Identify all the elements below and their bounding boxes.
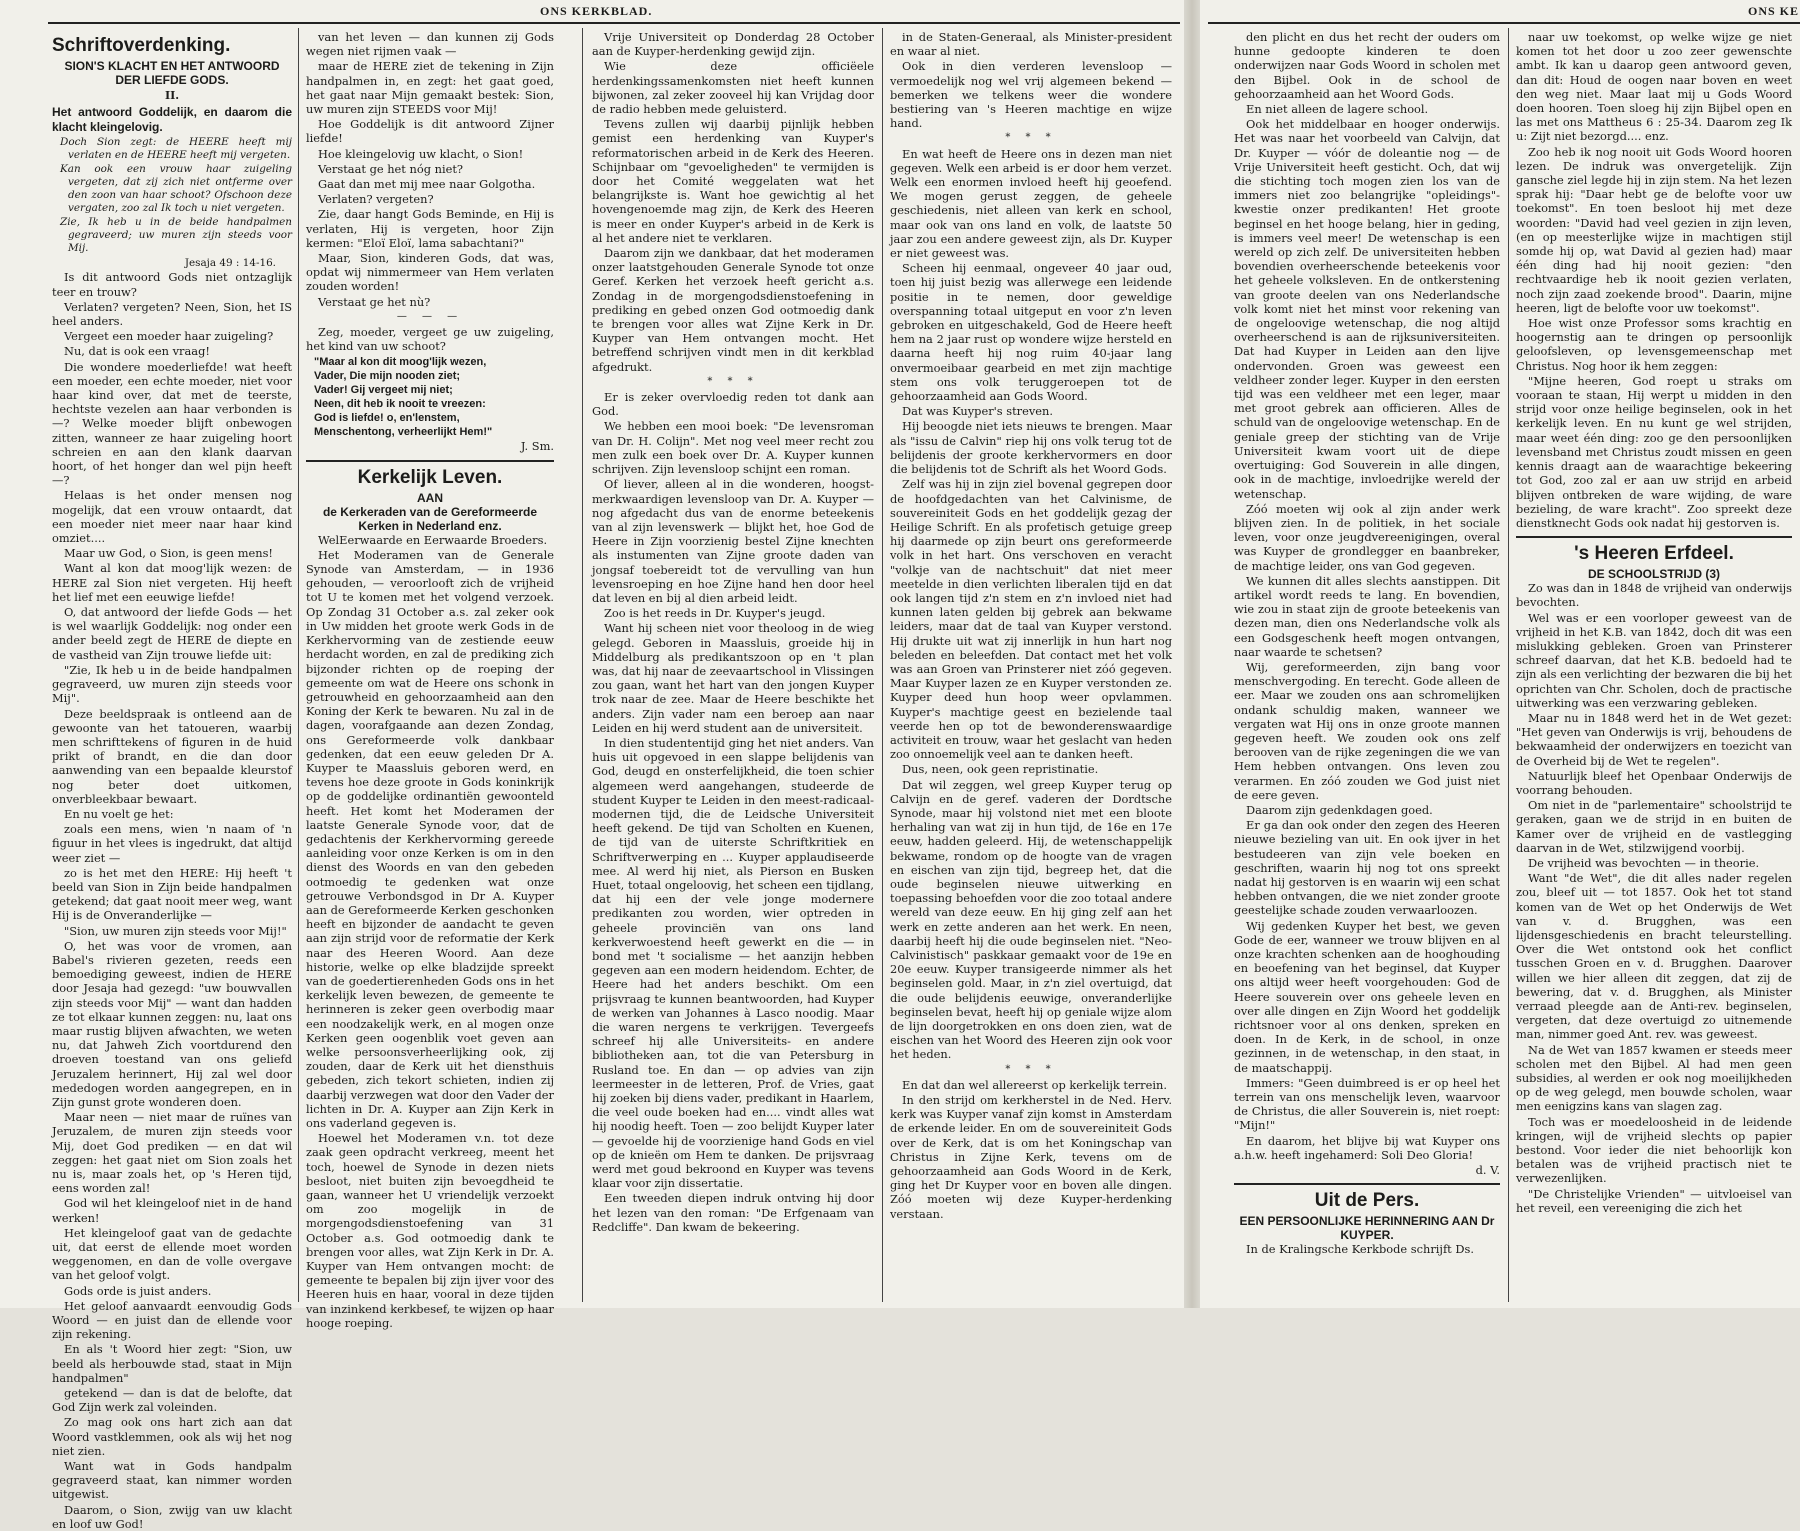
paragraph: Gods orde is juist anders. bbox=[64, 1283, 212, 1298]
paragraph: Natuurlijk bleef het Openbaar Onderwijs de voorrang behouden. bbox=[1516, 768, 1792, 797]
paragraph: Hoe Goddelijk is dit antwoord Zijner liefde! bbox=[306, 117, 554, 146]
paragraph: Wij, gereformeerden, zijn bang voor menschvergoding. En terecht. Gode alleen de eer. Maar we zouden ons aan schromelijken ondank schuldig maken, wanneer we vergaten wat Hij ons in onze groote mannen gegeven heeft. We zouden ook ons zelf berooven van de rijke zegeningen die we van Hem hebben ontvangen. Ons leven zou verarmen. En zóó zouden we God juist niet de eere geven. bbox=[1234, 659, 1500, 802]
quote-source: Jesaja 49 : 14-16. bbox=[184, 257, 276, 270]
press-title: Uit de Pers. bbox=[1314, 1190, 1420, 1212]
paragraph: Zie, daar hangt Gods Beminde, en Hij is verlaten, Hij is vergeten, hoor Zijn kermen: "Eloï Eloï, lama sabachtani?" bbox=[306, 207, 554, 250]
author-signature: d. V. bbox=[1475, 1163, 1500, 1178]
paragraph: Zoo heb ik nog nooit uit Gods Woord hooren lezen. De indruk was onvergetelijk. Zijn gansche ziel legde hij in zijn stem. Na het lezen sprak hij: "Daar hebt ge de belofte voor uw toekomst". En toen besloot hij met deze woorden: "David had veel gezien in zijn leven, (en op meesterlijke wijze in machtigen stijl somde hij op, wat David al gezien had) maar één ding had hij nooit gezien: "den rechtvaardige heb ik nooit gezien verlaten, noch zijn zaad zoekende brood". Daarin, mijne heeren, ligt de belofte voor uw toekomst". bbox=[1516, 144, 1792, 315]
article-body bbox=[890, 30, 1172, 1221]
paragraph: WelEerwaarde en Eerwaarde Broeders. bbox=[318, 532, 548, 547]
paragraph: Maar uw God, o Sion, is geen mens! bbox=[64, 546, 274, 561]
paragraph: Ook in dien verderen levensloop — vermoedelijk nog wel vrij algemeen bekend — bemerken we telkens weer die wondere bestiering van 's Heeren machtige en wijze hand. bbox=[890, 59, 1172, 131]
article-continuation bbox=[306, 30, 554, 353]
quote-line: Zie, Ik heb u in de beide handpalmen gegraveerd; uw muren zijn steeds voor Mij. bbox=[60, 216, 292, 255]
paragraph: Na de Wet van 1857 kwamen er steeds meer scholen met den Bijbel. Al had men geen subsidies, al werden er ook nog moeilijkheden op de weg gelegd, men bouwde scholen, waar men eenigzins kans van slagen zag. bbox=[1516, 1042, 1792, 1114]
paragraph: Daarom, o Sion, zwijg van uw klacht en loof uw God! bbox=[52, 1502, 292, 1531]
paragraph: "Sion, uw muren zijn steeds voor Mij!" bbox=[64, 923, 287, 938]
paragraph: naar uw toekomst, op welke wijze ge niet komen tot het door u zoo zeer gewenschte ambt. Ik kan u daarop geen antwoord geven, dan dit: Houd de oogen naar boven en weet den weg niet. Maar laat mij u Gods Woord doen hooren. Toen sloeg hij zijn Bijbel open en las met ons Mattheus 6 : 25-34. Daarom zeg Ik u: Zijt niet bezorgd.... enz. bbox=[1516, 30, 1792, 144]
paragraph: Hoe kleingelovig uw klacht, o Sion! bbox=[318, 146, 524, 161]
paragraph: — — — bbox=[396, 310, 464, 322]
paragraph: * * * bbox=[707, 375, 759, 387]
paragraph: Het Moderamen van de Generale Synode van Amsterdam, — in 1936 gehouden, — veroorlooft zich de vrijheid tot U te komen met het volgend verzoek. Op Zondag 31 October a.s. zal zeker ook in Uw midden het groote werk Gods in de Kerkhervorming van de zestiende eeuw herdacht worden, en zal de prediking zich bijzonder richten op de roeping der gemeente om wat de Heere ons schonk in getrouwheid en gehoorzaamheid aan den Koning der Kerk te bewaren. Nu zal in de dagen, voorafgaande aan dezen Zondag, ons Gereformeerde volk dankbaar gedenken, dat een eeuw geleden Dr A. Kuyper te Maassluis geboren werd, en tevens hoe deze groote in Gods koninkrijk op de goddelijke ordinantiën gewoonteld heeft. Het komt het Moderamen der laatste Generale Synode voor, dat de gedachtenis der Kerkhervorming gereede aanleiding voor onze Kerken is om in den dienst des Woords en van den gebeden ootmoedig te gedenken wat onze getrouwe Verbondsgod in Dr A. Kuyper aan de Gereformeerde Kerken geschonken heeft en bijzonder de aandacht te geven aan zijn strijd voor de reformatie der Kerk naar des Heeren Woord. Aan deze historie, welke op elke bladzijde spreekt van de goedertierenheden Gods ons in het kerkelijk leven bewezen, de gemeente te herinneren is zeker geen overbodig maar een noodzakelijk werk, en al mogen onze Kerken geen oogenblik voet geven aan welke persoonsverheerlijking ook, zij zouden, daar de Kerk uit het diensthuis gebeden, zich tekort schieten, indien zij daarbij verzwegen wat door den Vader der lichten in Dr. A. Kuyper aan Zijn Kerk in ons vaderland gegeven is. bbox=[306, 547, 554, 1130]
paragraph: Er ga dan ook onder den zegen des Heeren nieuwe bezieling van uit. En ook ijver in het bestudeeren van zijn vele boeken en geschriften, waarin hij nog tot ons spreekt nadat hij gestorven is en waarin wij een schat hebben ontvangen, die we niet zonder groote geestelijke schade zouden verwaarloozen. bbox=[1234, 818, 1500, 918]
paragraph: Dat was Kuyper's streven. bbox=[902, 404, 1053, 419]
paragraph: Is dit antwoord Gods niet ontzaglijk teer en trouw? bbox=[52, 270, 292, 299]
masthead-left: ONS KERKBLAD. bbox=[540, 4, 653, 18]
paragraph: in de Staten-Generaal, als Minister-president en waar al niet. bbox=[890, 30, 1172, 59]
paragraph: En nu voelt ge het: bbox=[64, 806, 174, 821]
letter-body bbox=[306, 533, 554, 1330]
paragraph: Want hij scheen niet voor theoloog in de wieg gelegd. Geboren in Maassluis, groeide hij in Middelburg als predikantszoon op en 't plan was, dat hij naar de zeevaartschool in Vlissingen zou gaan, want het hart van den jongen Kuyper trok naar de zee. Maar de Heere beschikte het anders. Zijn vader nam een beroep aan naar Leiden en hij werd student aan de universiteit. bbox=[592, 621, 874, 735]
paragraph: Gaat dan met mij mee naar Golgotha. bbox=[318, 177, 536, 192]
paragraph: Wij gedenken Kuyper het best, we geven Gode de eer, wanneer we trouw blijven en al onze krachten schenken aan de hooghouding en beoefening van het beginsel, dat Kuyper ons altijd weer heeft voorgehouden: God de Heere souverein over ons geheele leven en over alle dingen en Zijn Woord het goddelijk richtsnoer voor al ons denken, spreken en doen. In de Kerk, in de school, in onze gezinnen, in de wetenschap, in den staat, in de maatschappij. bbox=[1234, 918, 1500, 1075]
paragraph: We kunnen dit alles slechts aanstippen. Dit artikel wordt reeds te lang. En bovendien, wie zou in staat zijn de groote beteekenis van dezen man, dien ons Nederlandsche volk als een Godsgeschenk heeft mogen ontvangen, naar waarde te schetsen? bbox=[1234, 573, 1500, 659]
poem-line: Menschentong, verheerlijkt Hem!" bbox=[314, 426, 493, 439]
paragraph: Verstaat ge het nóg niet? bbox=[318, 161, 464, 176]
paragraph: Ook het middelbaar en hooger onderwijs. Het was naar het voorbeeld van Calvijn, dat Dr. Kuyper — vóór de doleantie nog — de Vrije Universiteit heeft gesticht. Och, dat wij die stichting toch mogen zien los van de immers niet zoo belangrijke "opleidings"-kwestie onzer predikanten! Het groote beginsel en het hooge belang, hier in geding, is immers veel meer! De wetenschap is een wereld op zich zelf. De universiteiten hebben bovendien overheerschende beteekenis voor het geheele volksleven. En de ontkerstening van groote deelen van ons Nederlandsche volk komt niet het minst voor rekening van de ongeloovige wetenschap, die nog altijd overheerschend is aan de rijksuniversiteiten. Dat had Kuyper in Leiden aan den lijve ondervonden. Groen was geweest een veldheer zonder leger. Kuyper in den eersten tijd was een veldheer met een leger, maar met groot gebrek aan officieren. Alles de schuld van de ongeloovige wetenschap. En de geniale greep der stichting van de Vrije Universiteit kwam voort uit de diepe overtuiging: God Souverein in alle dingen, ook in de machtige, invloedrijke wereld der wetenschap. bbox=[1234, 117, 1500, 501]
poem-stanza bbox=[314, 355, 554, 439]
article-subtitle: SION'S KLACHT EN HET ANTWOORD DER LIEFDE GODS. bbox=[64, 59, 280, 87]
article-body bbox=[592, 30, 874, 1234]
page-gutter bbox=[1184, 0, 1200, 1308]
article-body bbox=[1234, 30, 1500, 1162]
column-divider bbox=[582, 28, 583, 1302]
paragraph: Een tweeden diepen indruk ontving hij door het lezen van den roman: "De Erfgenaam van Redcliffe". Dan kwam de bekeering. bbox=[592, 1191, 874, 1234]
section-addressee: de Kerkeraden van de Gereformeerde Kerken in Nederland enz. bbox=[322, 504, 538, 533]
paragraph: Maar neen — niet maar de ruïnes van Jeruzalem, de muren zijn steeds voor Mij, doet God prediken — en dat wil zeggen: het gaat niet om Sion zoals het nu is, maar zoals het, op 's Heren tijd, eens worden zal! bbox=[52, 1110, 292, 1196]
top-rule-left bbox=[48, 22, 1180, 24]
paragraph: Of liever, alleen al in die wonderen, hoogst-merkwaardigen levensloop van Dr. A. Kuyper — nog afgedacht dus van de enorme beteekenis van al zijn levenswerk — blijkt het, hoe God de Heere in Zijn voorzienig bestel Zijne knechten als instumenten van Zijne groote daden van jongsaf toebereidt tot de vervulling van hun levensroeping en hoe Zijne hand hen door heel dat leven en bij al dien arbeid leidt. bbox=[592, 477, 874, 605]
section-rule bbox=[1516, 536, 1792, 538]
author-signature: J. Sm. bbox=[520, 439, 554, 454]
paragraph: Zoo is het reeds in Dr. Kuyper's jeugd. bbox=[604, 606, 826, 621]
column-kuyper-herdenking bbox=[592, 30, 874, 1304]
article-body bbox=[52, 270, 292, 1531]
part-number: II. bbox=[164, 89, 180, 102]
quote-line: Doch Sion zegt: de HEERE heeft mij verlaten en de HEERE heeft mij vergeten. bbox=[60, 136, 292, 162]
paragraph: Scheen hij eenmaal, ongeveer 40 jaar oud, toen hij juist bezig was allerwege een leidende positie in te nemen, door geweldige overspanning totaal uitgeput en voor z'n leven gebroken en uitgeschakeld, God de Heere heeft hem na 2 jaar rust op wondere wijze hersteld en daarna heeft hij nog ruim 40-jaar lang onvermoeibaar gearbeid en met zijn machtige stem ons volk teruggeroepen tot de gehoorzaamheid aan Gods Woord. bbox=[890, 261, 1172, 404]
paragraph: Toch was er moedeloosheid in de leidende kringen, wijl de vrijheid slechts op papier bestond. Voor ieder die niet behoorlijk kon betalen was de vrijheid practisch niet te verwezenlijken. bbox=[1516, 1114, 1792, 1186]
paragraph: In den strijd om kerkherstel in de Ned. Herv. kerk was Kuyper vanaf zijn komst in Amsterdam de erkende leider. En om de souvereiniteit Gods over de Kerk, dat is om het Koningschap van Christus in Zijne Kerk, tevens om de gehoorzaamheid aan Gods Woord in de Kerk, ging het Dr Kuyper voor en boven alle dingen. Zóó moeten wij deze Kuyper-herdenking verstaan. bbox=[890, 1093, 1172, 1221]
paragraph: Tevens zullen wij daarbij pijnlijk hebben gemist een herdenking van Kuyper's reformatorischen arbeid in de Kerk des Heeren. Schijnbaar om "gevoeligheden" te vermijden is door het Comité weggelaten wat het belangrijkste is. Want hoe gewichtig al het hovengenoemde mag zijn, de Kerk des Heeren is meer en onder Kuyper's arbeid in de Kerk is al het andere niet te verklaren. bbox=[592, 117, 874, 245]
paragraph: O, het was voor de vromen, aan Babel's rivieren gezeten, reeds een bemoediging geweest, indien de HERE door Jesaja had gezegd: "uw bouwvallen zijn steeds voor Mij" — want dan hadden ze tot elkaar kunnen zeggen: nu, laat ons maar rustig blijven afwachten, we weten nu, dat Jahweh Zich voortdurend den droeven toestand van ons geliefd Jeruzalem herinnert, Hij zal wel door mededogen worden aangegrepen, en in Zijn gunst grote wonderen doen. bbox=[52, 938, 292, 1109]
paragraph: * * * bbox=[1005, 1063, 1057, 1075]
press-text: In de Kralingsche Kerkbode schrijft Ds. bbox=[1246, 1242, 1474, 1257]
press-subtitle: EEN PERSOONLIJKE HERINNERING AAN Dr KUYPER. bbox=[1239, 1214, 1495, 1243]
section-rule bbox=[306, 460, 554, 462]
paragraph: Hoe wist onze Professor soms krachtig en hoogernstig aan te dringen op persoonlijk geloofsleven, op levensgemeenschap met Christus. Nog hoor ik hem zeggen: bbox=[1516, 316, 1792, 373]
top-rule-right bbox=[1208, 22, 1800, 24]
paragraph: Om niet in de "parlementaire" schoolstrijd te geraken, gaan we de strijd in en buiten de Kamer over de vrijheid en de vastlegging daarvan in de Wet, stilzwijgend voorbij. bbox=[1516, 798, 1792, 855]
paragraph: Helaas is het onder mensen nog mogelijk, dat een vrouw ontaardt, dat een moeder niet meer naar haar kind omziet.... bbox=[52, 488, 292, 546]
lead-heading: Het antwoord Goddelijk, en daarom die klacht kleingelovig. bbox=[52, 105, 292, 135]
column-divider bbox=[1508, 28, 1509, 1302]
paragraph: Verstaat ge het nù? bbox=[318, 294, 431, 309]
paragraph: Hoewel het Moderamen v.n. tot deze zaak geen opdracht verkreeg, meent het toch, hoewel de Synode in dezen niets besloot, niet buiten zijn bevoegdheid te gaan, wanneer het U vriendelijk verzoekt om zoo mogelijk in de morgengodsdienstoefening van 31 October a.s. God ootmoedig dank te brengen voor alles, wat Zijn Kerk in Dr. A. Kuyper van Hem ontvangen mocht: de gemeente te bepalen bij zijn ijver voor des Heeren huis en haar, vooral in deze tijden van inzinkend kerkbesef, te wijzen op haar hooge roeping. bbox=[306, 1131, 554, 1330]
paragraph: Maar, Sion, kinderen Gods, dat was, opdat wij nimmermeer van Hem verlaten zouden worden! bbox=[306, 251, 554, 294]
paragraph: Dus, neen, ook geen repristinatie. bbox=[902, 762, 1099, 777]
erfdeel-body bbox=[1516, 581, 1792, 1215]
paragraph: Want wat in Gods handpalm gegraveerd staat, kan nimmer worden uitgewist. bbox=[52, 1459, 292, 1502]
poem-line: Vader! Gij vergeet mij niet; bbox=[314, 384, 453, 397]
paragraph: "Mijne heeren, God roept u straks om vooraan te staan, Hij werpt u midden in den strijd voor onze heilige beginselen, ook in het kerkelijk leven. En nu kunt ge wel strijden, maar weet één ding: zoo ge den persoonlijken levensband met Christus zoudt missen en geen kennis draagt aan de waarachtige bekeering tot God, zoo zal er aan uw strijd en arbeid blijven ontbreken de ware wijding, de ware bezieling, de ware kracht". Zoo spreekt deze dienstknecht Gods ook nadat hij gestorven is. bbox=[1516, 373, 1792, 530]
column-heeren-erfdeel bbox=[1516, 30, 1792, 1304]
paragraph: We hebben een mooi boek: "De levensroman van Dr. H. Colijn". Met nog veel meer recht zou men zulk een boek over Dr. A. Kuyper kunnen schrijven. Zijn levensloop schijnt een roman. bbox=[592, 419, 874, 477]
paragraph: Daarom zijn gedenkdagen goed. bbox=[1246, 802, 1433, 817]
poem-line: Vader, Die mijn nooden ziet; bbox=[314, 370, 461, 383]
paragraph: "Zie, Ik heb u in de beide handpalmen gegraveerd, uw muren zijn steeds voor Mij". bbox=[52, 662, 292, 706]
paragraph: En daarom, het blijve bij wat Kuyper ons a.h.w. heeft ingehamerd: Soli Deo Gloria! bbox=[1234, 1133, 1500, 1162]
paragraph: * * * bbox=[1005, 132, 1057, 144]
paragraph: En als 't Woord hier zegt: "Sion, uw beeld als herbouwde stad, staat in Mijn handpalmen" bbox=[52, 1342, 292, 1385]
paragraph: Vrije Universiteit op Donderdag 28 October aan de Kuyper-herdenking gewijd zijn. bbox=[592, 30, 874, 59]
poem-line: "Maar al kon dit moog'lijk wezen, bbox=[314, 356, 487, 369]
paragraph: Want al kon dat moog'lijk wezen: de HERE zal Sion niet vergeten. Hij heeft het lief met een eeuwige liefde! bbox=[52, 561, 292, 604]
paragraph: Zelf was hij in zijn ziel bovenal gegrepen door de hoofdgedachten van het Calvinisme, de souvereiniteit Gods en het goddelijk gezag der Heilige Schrift. En als profetisch getuige greep hij daarmede op zijn beurt ons gereformeerde volk in het hart. Ons verschoven en veracht "volkje van de nachtschuit" dat niet meer meetelde in dien verlichten liberalen tijd en dat ook langen tijd z'n stem en z'n invloed niet had kunnen laten gelden bij gebrek aan bekwame leiders, maar dat de taal van Kuyper verstond. Hij drukte uit wat zij innerlijk in hun hart nog beleden en beleefden. Dat contact met het volk was aan Groen van Prinsterer niet zóó gegeven. Maar Kuyper lazen ze en Kuyper verstonden ze. Kuyper deed hun hoop weer opvlammen. Kuyper's machtige geest en bezielende taal veerde hen op tot de bewonderenswaardige activiteit en trouw, waar het geslacht van heden zoo onnoemelijk veel aan te danken heeft. bbox=[890, 477, 1172, 762]
poem-line: God is liefde! o, en'lenstem, bbox=[314, 412, 460, 425]
paragraph: God wil het kleingeloof niet in de hand werken! bbox=[52, 1196, 292, 1225]
paragraph: Hij beoogde niet iets nieuws te brengen. Maar als "issu de Calvin" riep hij ons volk terug tot de belijdenis der groote kerkhervormers en door die belijdenis tot de Schrift als het Woord Gods. bbox=[890, 419, 1172, 477]
right-page bbox=[1200, 0, 1800, 1308]
erfdeel-title: 's Heeren Erfdeel. bbox=[1574, 543, 1734, 565]
paragraph: De vrijheid was bevochten — in theorie. bbox=[1528, 855, 1760, 870]
paragraph: En niet alleen de lagere school. bbox=[1246, 102, 1429, 117]
paragraph: Zo was dan in 1848 de vrijheid van onderwijs bevochten. bbox=[1516, 581, 1792, 610]
paragraph: Daarom zijn we dankbaar, dat het moderamen onzer laatstgehouden Generale Synode tot onze Geref. Kerken het verzoek heeft gericht a.s. Zondag in de morgengodsdienstoefening in prediking en gebed onzen God ootmoedig dank te brengen voor alles wat Zijne Kerk in Dr. Kuyper van Hem ontvangen mocht. Het betreffend schrijven vindt men in dit kerkblad afgedrukt. bbox=[592, 246, 874, 374]
paragraph: Er is zeker overvloedig reden tot dank aan God. bbox=[592, 390, 874, 419]
paragraph: En dat dan wel allereerst op kerkelijk terrein. bbox=[902, 1077, 1167, 1092]
paragraph: "De Christelijke Vrienden" — uitvloeisel van het reveil, een vereeniging die zich het bbox=[1516, 1186, 1792, 1215]
column-schriftoverdenking bbox=[52, 30, 292, 1531]
paragraph: In dien studententijd ging het niet anders. Van huis uit opgevoed in een slappe belijdenis van God, deugd en onsterfelijkheid, die toen schier algemeen werd aangehangen, studeerde de student Kuyper te Leiden in den meest-radicaal-modernen tijd, die de Leidsche Universiteit heeft gekend. De tijd van Scholten en Kuenen, de tijd van de uiterste Schriftkritiek en Schriftverwerping en ... Kuyper applaudiseerde mee. Al werd hij niet, als Pierson en Busken Huet, totaal ongeloovig, het scheen een tijdlang, dat hij een der vele jonge modernere predikanten zou worden, wier optreden in geheele provinciën van ons land kerkverwoestend heeft gewerkt en die — in bond met 't socialisme — het aanzijn hebben gegeven aan een modern heidendom. Echter, de Heere had het anders beschikt. Om een prijsvraag te kunnen beantwoorden, had Kuyper de werken van Johannes à Lasco noodig. Maar die waren nergens te verkrijgen. Tevergeefs schreef hij alle Universiteits- en andere bibliotheken aan, tot die van Petersburg in Rusland toe. En dan — op advies van zijn leermeester in de letteren, Prof. de Vries, gaat hij zoeken bij diens vader, predikant in Haarlem, die veel oude boeken had en.... vindt alles wat hij noodig heeft. Toen — zoo belijdt Kuyper later — gevoelde hij de voorzienige hand Gods en viel op de knieën om Hem te danken. De prijsvraag werd met goud bekroond en Kuyper was tevens klaar voor zijn dissertatie. bbox=[592, 735, 874, 1191]
paragraph: getekend — dan is dat de belofte, dat God Zijn werk zal voleinden. bbox=[52, 1386, 292, 1415]
poem-line: Neen, dit heb ik nooit te vreezen: bbox=[314, 398, 486, 411]
paragraph: Die wondere moederliefde! wat heeft een moeder, een echte moeder, niet voor haar kind over, dat met de teerste, hechtste vezelen aan haar verbonden is —? Welke moeder blijft onbewogen zitten, wanneer ze haar zuigeling hoort schreien en aan den klank daarvan hoort, of het honger dan wel pijn heeft —? bbox=[52, 359, 292, 488]
paragraph: Verlaten? vergeten? bbox=[318, 192, 434, 207]
paragraph: Immers: "Geen duimbreed is er op heel het terrein van ons menschelijk leven, waarvoor de Christus, die aller Souverein is, niet roept: "Mijn!" bbox=[1234, 1075, 1500, 1133]
column-divider bbox=[298, 28, 299, 1302]
paragraph: Zo mag ook ons hart zich aan dat Woord vastklemmen, ook als wij het nog niet zien. bbox=[52, 1415, 292, 1458]
paragraph: Maar nu in 1848 werd het in de Wet gezet: "Het geven van Onderwijs is vrij, behoudens de bekwaamheid der onderwijzers en toezicht van de Overheid bij de Wet te regelen". bbox=[1516, 710, 1792, 768]
erfdeel-subtitle: DE SCHOOLSTRIJD (3) bbox=[1587, 567, 1720, 582]
paragraph: Wel was er een voorloper geweest van de vrijheid in het K.B. van 1842, doch dit was een mislukking gebleken. Groen van Prinsterer schreef daarvan, dat het K.B. bedoeld had te zijn als een verlichting der bezwaren die bij het oprichten van Chr. Scholen, doch de practische uitwerking was een verzwaring gebleken. bbox=[1516, 610, 1792, 710]
paragraph: den plicht en dus het recht der ouders om hunne gedoopte kinderen te doen onderwijzen naar Gods Woord in scholen met den Bijbel. Ook in de school de gehoorzaamheid aan het Woord Gods. bbox=[1234, 30, 1500, 101]
masthead-right: ONS KE bbox=[1748, 4, 1800, 18]
paragraph: van het leven — dan kunnen zij Gods wegen niet rijmen vaak — bbox=[306, 30, 554, 59]
paragraph: Wie deze officiëele herdenkingssamenkomsten niet heeft kunnen bijwonen, zal zeker zooveel hij kan Vrijdag door de radio hebben mede geluisterd. bbox=[592, 59, 874, 117]
column-kuyper-conclusion bbox=[1234, 30, 1500, 1304]
paragraph: Nu, dat is ook een vraag! bbox=[64, 344, 210, 359]
column-kerkelijk-leven bbox=[306, 30, 554, 1330]
paragraph: Het geloof aanvaardt eenvoudig Gods Woord — en juist dan de ellende voor zijn rekening. bbox=[52, 1298, 292, 1342]
paragraph: maar de HERE ziet de tekening in Zijn handpalmen in, en zegt: het gaat goed, het gaat naar Mijn gemaakt bestek: Sion, uw muren zijn STEEDS voor Mij! bbox=[306, 59, 554, 117]
section-title: Kerkelijk Leven. bbox=[357, 466, 503, 488]
paragraph: Dat wil zeggen, wel greep Kuyper terug op Calvijn en de geref. vaderen der Dordtsche Synode, maar hij volstond niet met een bloote herhaling van wat zij in hun tijd, de 16e en 17e eeuw, hadden geleerd. Hij, de wetenschappelijk bekwame, rondom op de hoogte van de vragen en eischen van zijn tijd, begreep het, dat die oude beginselen nieuwe uitwerking en toepassing behoefden voor die zoo totaal andere wereld van deze eeuw. En hij ging zelf aan het werk en zette anderen aan het werk. En neen, daarbij heeft hij die oude beginselen niet. "Neo-Calvinistisch" paskkaar gemaakt voor de 19e en 20e eeuw. Kuyper transigeerde nimmer als het beginselen gold. Maar, in z'n ziel overtuigd, dat die oude belijdenis eeuwige, onveranderlijke beginselen bevat, heeft hij op geniale wijze alom de lijn doorgetrokken en ons doen zien, wat de eischen van het Woord des Heeren zijn ook voor het heden. bbox=[890, 777, 1172, 1062]
paragraph: En wat heeft de Heere ons in dezen man niet gegeven. Welk een arbeid is er door hem verzet. Welk een enormen invloed heeft hij geoefend. We mogen gerust zeggen, de geheele geschiedenis, niet alleen van kerk en school, maar ook van ons land en volk, de laatste 50 jaar zou een andere geweest zijn, als Dr. Kuyper er niet geweest was. bbox=[890, 146, 1172, 261]
quote-line: Kan ook een vrouw haar zuigeling vergeten, dat zij zich niet ontferme over den zoon van haar schoot? Ofschoon deze vergaten, zoo zal Ik toch u niet vergeten. bbox=[60, 163, 292, 215]
paragraph: Het kleingeloof gaat van de gedachte uit, dat eerst de ellende moet worden weggenomen, en dan de volle overgave van het geloof volgt. bbox=[52, 1225, 292, 1283]
paragraph: Verlaten? vergeten? Neen, Sion, het IS heel anders. bbox=[52, 299, 292, 329]
paragraph: O, dat antwoord der liefde Gods — het is wel waarlijk Goddelijk: nog onder een ander beeld zegt de HERE de diepte en de vastheid van Zijn trouwe liefde uit: bbox=[52, 605, 292, 662]
paragraph: zo is het met den HERE: Hij heeft 't beeld van Sion in Zijn beide handpalmen getekend; dat gaat nooit meer weg, want Hij is de Onveranderlijke — bbox=[52, 865, 292, 923]
paragraph: Zóó moeten wij ook al zijn ander werk blijven zien. In de politiek, in het sociale leven, voor onze jeugdvereenigingen, overal was Kuyper de grondlegger en baanbreker, de machtige leider, ons van God gegeven. bbox=[1234, 501, 1500, 573]
paragraph: Want "de Wet", die dit alles nader regelen zou, bleef uit — tot 1857. Ook het tot stand komen van de Wet op het Onderwijs de Wet van v. d. Brugghen, was een lijdensgeschiedenis en bracht teleurstelling. Over die Wet ontstond ook het conflict tusschen Groen en v. d. Brugghen. Daarover willen we hier alleen dit zeggen, dat zij de bewering, dat v. d. Brugghen, als Minister verraad pleegde aan de Anti-rev. beginselen, vergeten, dat deze overtuigd zo uitnemende man, nimmer goed Ant. rev. was geweest. bbox=[1516, 871, 1792, 1042]
paragraph: Vergeet een moeder haar zuigeling? bbox=[64, 329, 274, 344]
paragraph: Zeg, moeder, vergeet ge uw zuigeling, het kind van uw schoot? bbox=[306, 325, 554, 354]
paragraph: zoals een mens, wien 'n naam of 'n figuur in het vlees is ingedrukt, dat altijd weer ziet — bbox=[52, 822, 292, 865]
article-title: Schriftoverdenking. bbox=[52, 35, 231, 56]
article-continuation bbox=[1516, 30, 1792, 530]
column-divider bbox=[882, 28, 883, 1302]
column-kuyper-continuation bbox=[890, 30, 1172, 1304]
section-aan: AAN bbox=[417, 490, 443, 505]
section-rule bbox=[1234, 1183, 1500, 1185]
scripture-quote bbox=[52, 136, 292, 270]
paragraph: Deze beeldspraak is ontleend aan de gewoonte van het tatoueren, waarbij men schrifttekens of figuren in de huid prikt of brandt, en die dan door aanwending van een bepaalde kleurstof nog beter doet uitkomen, onverbleekbaar bewaart. bbox=[52, 706, 292, 806]
